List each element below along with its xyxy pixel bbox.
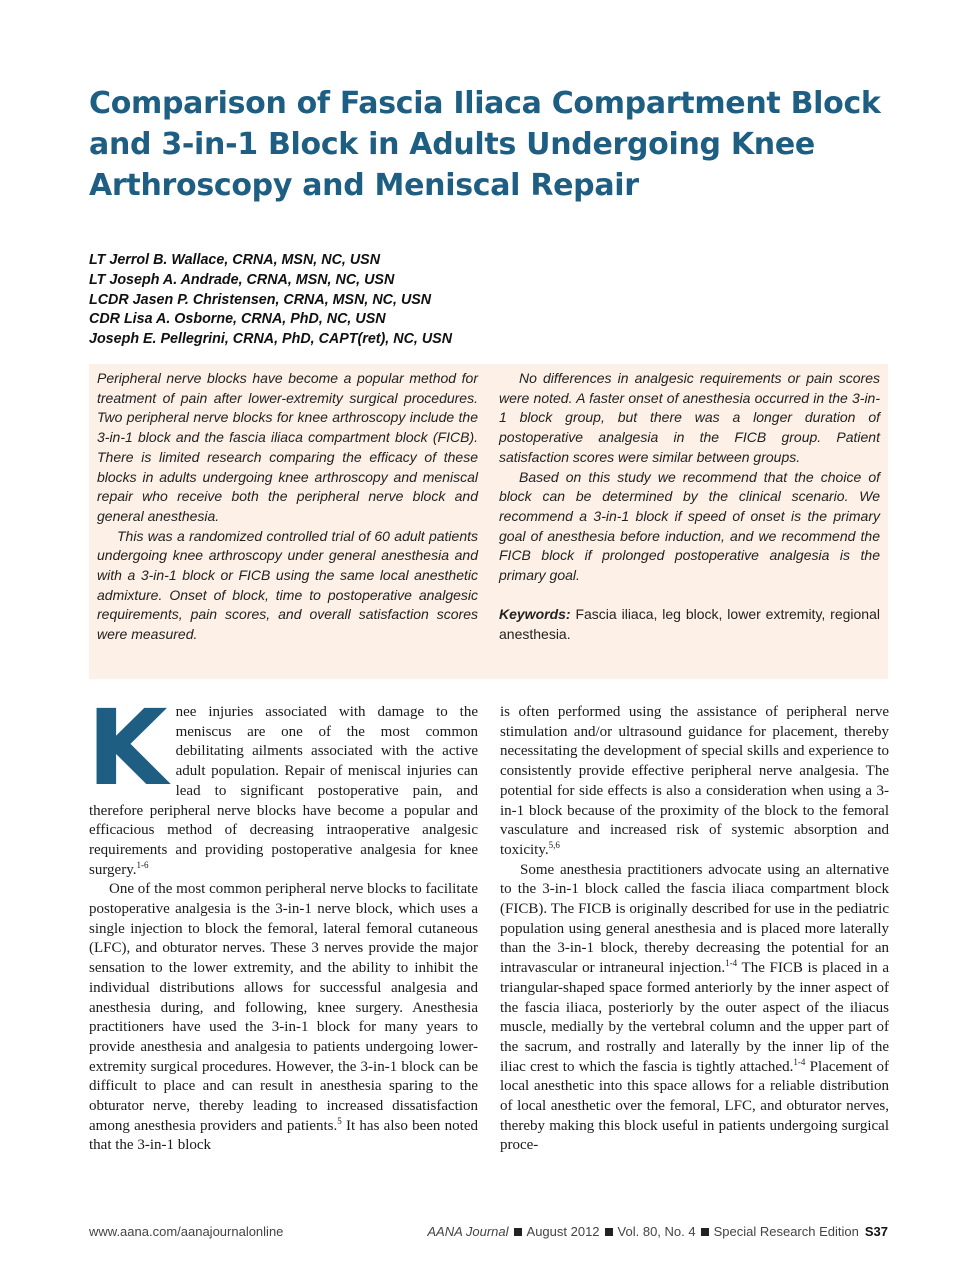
abstract-column-right <box>499 369 880 645</box>
abstract-paragraph: No differences in analgesic requirements or pain scores were noted. A faster onset of anesthesia occurred in the 3-in-1 block group, but there was a longer duration of postoperative analgesia in the FICB group. Patient satisfaction scores were similar between groups. <box>499 370 880 465</box>
paragraph-text: It has also been noted that the 3-in-1 block <box>89 1117 478 1154</box>
paragraph-text: The FICB is placed in a triangular-shaped space formed anteriorly by the inner aspect of the fascia iliaca, posteriorly by the outer aspect of the iliacus muscle, medially by the vertebral column and the upper part of the sacrum, and rostrally and laterally by the inner lip of the iliac crest to which the fascia is tightly attached. <box>500 960 889 1075</box>
author: CDR Lisa A. Osborne, CRNA, PhD, NC, USN <box>89 311 386 328</box>
abstract-paragraph: This was a randomized controlled trial of 60 adult patients undergoing knee arthroscopy under general anesthesia and with a 3-in-1 block or FICB using the same local anesthetic admixture. Onset of block, time to postoperative analgesic requirements, pain scores, and overall satisfaction scores were measured. <box>97 527 478 643</box>
body-column-right <box>500 703 889 1156</box>
paragraph-text: Placement of local anesthetic into this space allows for a reliable distribution of local anesthetic over the femoral, LFC, and obturator nerves, thereby making this block useful in patients undergoing surgical proce- <box>500 1058 889 1154</box>
separator-square-icon <box>701 1228 709 1236</box>
paragraph-text: Some anesthesia practitioners advocate using an alternative to the 3-in-1 block called the fascia iliaca compartment block (FICB). The FICB is originally described for use in the pediatric population using general anesthesia and is placed more laterally than the 3-in-1 block, thereby decreasing the potential for an intravascular or intraneural injection. <box>500 861 889 977</box>
author-list <box>89 251 689 350</box>
keywords-label: Keywords: <box>499 606 571 623</box>
volume-issue: Vol. 80, No. 4 <box>617 1224 696 1239</box>
body-paragraph <box>500 861 889 1157</box>
journal-citation <box>427 1224 888 1239</box>
keywords <box>499 605 880 644</box>
drop-cap: K <box>87 687 168 809</box>
reference-superscript: 1-6 <box>136 859 149 870</box>
author: LT Joseph A. Andrade, CRNA, MSN, NC, USN <box>89 271 395 288</box>
journal-name: AANA Journal <box>427 1224 509 1239</box>
reference-superscript: 5,6 <box>548 839 560 850</box>
paragraph-text: nee injuries associated with damage to the meniscus are one of the most common debilitating ailments associated with the active adult population. Repair of meniscal injuries can lead to significant postoperative pain, and therefore peripheral nerve blocks have become a popular and efficacious method of decreasing intraoperative analgesic requirements and providing postoperative analgesia for knee surgery. <box>89 704 478 878</box>
reference-superscript: 1-4 <box>793 1056 806 1067</box>
body-paragraph <box>500 703 889 861</box>
journal-url[interactable]: www.aana.com/aanajournalonline <box>89 1224 284 1239</box>
article-title: Comparison of Fascia Iliaca Compartment Block and 3-in-1 Block in Adults Undergoing Knee Arthroscopy and Meniscal Repair <box>89 86 881 203</box>
abstract-paragraph: Peripheral nerve blocks have become a popular method for treatment of pain after lower-extremity surgical procedures. Two peripheral nerve blocks for knee arthroscopy include the 3-in-1 block and the fascia iliaca compartment block (FICB). There is limited research comparing the efficacy of these blocks in adults undergoing knee arthroscopy and meniscal repair who receive both the peripheral nerve block and general anesthesia. <box>97 370 478 524</box>
separator-square-icon <box>605 1228 613 1236</box>
abstract-column-left <box>97 369 478 645</box>
reference-superscript: 5 <box>337 1115 342 1126</box>
edition-label: Special Research Edition <box>713 1224 859 1239</box>
page-number: S37 <box>864 1224 888 1239</box>
author: LCDR Jasen P. Christensen, CRNA, MSN, NC, USN <box>89 291 432 308</box>
abstract-paragraph: Based on this study we recommend that the choice of block can be determined by the clinical scenario. We recommend a 3-in-1 block if speed of onset is the primary goal of anesthesia before induction, and we recommend the FICB block if prolonged postoperative analgesia is the primary goal. <box>499 468 880 584</box>
paragraph-text: is often performed using the assistance of peripheral nerve stimulation and/or ultrasound guidance for placement, thereby necessitating the development of special skills and experience to consistently provide effective peripheral nerve analgesia. The potential for side effects is also a consideration when using a 3-in-1 block because of the proximity of the block to the femoral vasculature and increased risk of systemic absorption and toxicity. <box>500 704 889 858</box>
body-paragraph <box>89 880 478 1156</box>
reference-superscript: 1-4 <box>725 958 738 969</box>
paragraph-text: One of the most common peripheral nerve blocks to facilitate postoperative analgesia is the 3-in-1 nerve block, which uses a single injection to block the femoral, lateral femoral cutaneous (LFC), and obturator nerves. These 3 nerves provide the major sensation to the lower extremity, and the ability to inhibit the individual distributions allows for successful analgesia and anesthesia during, and following, knee surgery. Anesthesia practitioners have used the 3-in-1 block for many years to provide anesthesia and analgesia to patients undergoing lower-extremity surgical procedures. However, the 3-in-1 block can be difficult to place and can result in anesthesia sparing to the obturator nerve, thereby leading to increased dissatisfaction among anesthesia providers and patients. <box>89 881 478 1134</box>
body-paragraph <box>87 687 478 880</box>
keywords-text: Fascia iliaca, leg block, lower extremity, regional anesthesia. <box>499 606 880 643</box>
author: LT Jerrol B. Wallace, CRNA, MSN, NC, USN <box>89 252 381 268</box>
page-footer <box>89 1224 888 1240</box>
body-column-left <box>87 687 478 1156</box>
abstract-box <box>89 364 888 679</box>
author: Joseph E. Pellegrini, CRNA, PhD, CAPT(ret), NC, USN <box>89 331 453 348</box>
issue-date: August 2012 <box>526 1224 600 1239</box>
separator-square-icon <box>514 1228 522 1236</box>
